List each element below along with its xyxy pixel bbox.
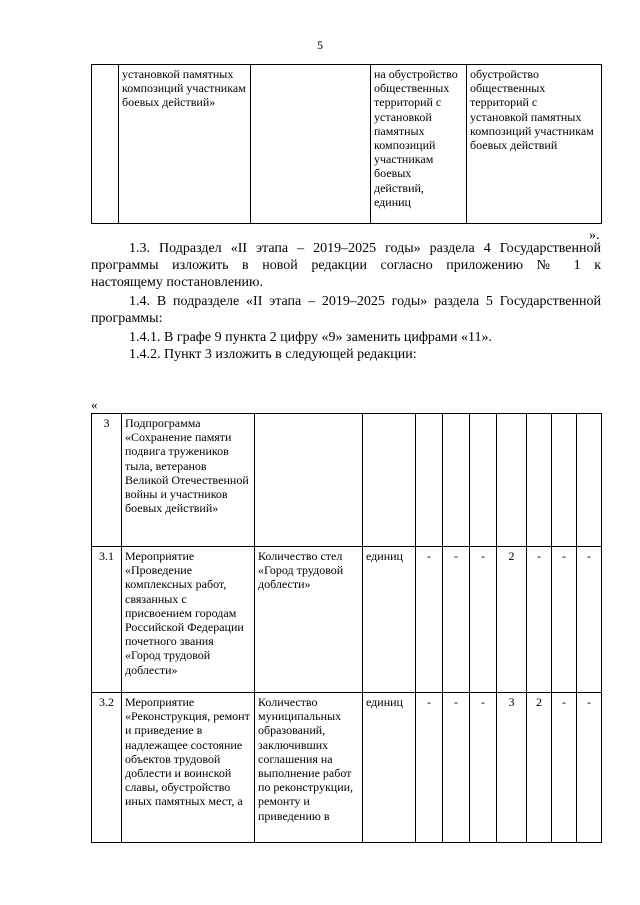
table-cell bbox=[92, 65, 119, 224]
value-cell: - bbox=[443, 547, 470, 693]
table-row bbox=[92, 414, 602, 547]
row-name: Мероприятие «Проведение комплексных работ, связанных с присвоением городам Российской Федерации почетного звания «Город трудовой доблести» bbox=[122, 547, 255, 693]
text-line: программы изложить в новой редакции согласно приложению № 1 к bbox=[91, 258, 601, 273]
value-cell: 2 bbox=[497, 547, 527, 693]
value-cell: - bbox=[527, 547, 552, 693]
value-cell: - bbox=[577, 547, 602, 693]
value-cell bbox=[416, 414, 443, 547]
value-cell: - bbox=[577, 693, 602, 843]
value-cell bbox=[552, 414, 577, 547]
opening-quote: « bbox=[91, 397, 98, 412]
row-number: 3.2 bbox=[92, 693, 122, 843]
row-unit bbox=[363, 414, 416, 547]
paragraph-1-3 bbox=[91, 240, 601, 291]
value-cell: - bbox=[443, 693, 470, 843]
table-cell: на обустройство общественных территорий с установкой памятных композиций участникам боевых действий, единиц bbox=[371, 65, 467, 224]
value-cell bbox=[577, 414, 602, 547]
value-cell bbox=[497, 414, 527, 547]
text-line: 1.4. В подразделе «II этапа – 2019–2025 годы» раздела 5 Государственной bbox=[129, 294, 601, 309]
text-line: 1.4.2. Пункт 3 изложить в следующей редакции: bbox=[129, 347, 417, 362]
text-line: программы: bbox=[91, 311, 163, 326]
value-cell bbox=[443, 414, 470, 547]
program-table bbox=[91, 413, 602, 843]
paragraph-1-4-2 bbox=[91, 346, 601, 363]
table-row bbox=[92, 693, 602, 843]
continued-table bbox=[91, 64, 602, 224]
value-cell: - bbox=[416, 693, 443, 843]
table-cell: обустройство общественных территорий с установкой памятных композиций участникам боевых действий bbox=[467, 65, 602, 224]
value-cell: 3 bbox=[497, 693, 527, 843]
row-indicator: Количество муниципальных образований, заключивших соглашения на выполнение работ по реконструкции, ремонту и приведению в bbox=[255, 693, 363, 843]
table-cell: установкой памятных композиций участникам боевых действий» bbox=[119, 65, 251, 224]
value-cell: 2 bbox=[527, 693, 552, 843]
value-cell bbox=[527, 414, 552, 547]
row-number: 3.1 bbox=[92, 547, 122, 693]
row-unit: единиц bbox=[363, 547, 416, 693]
text-line: 1.4.1. В графе 9 пункта 2 цифру «9» заменить цифрами «11». bbox=[129, 330, 492, 345]
row-name: Мероприятие «Реконструкция, ремонт и приведение в надлежащее состояние объектов трудовой доблести и воинской славы, обустройство иных памятных мест, а bbox=[122, 693, 255, 843]
value-cell: - bbox=[470, 693, 497, 843]
closing-quote: ». bbox=[589, 228, 600, 243]
page-number: 5 bbox=[317, 38, 323, 52]
table-row bbox=[92, 547, 602, 693]
value-cell bbox=[470, 414, 497, 547]
paragraph-1-4-1 bbox=[91, 329, 601, 346]
row-indicator bbox=[255, 414, 363, 547]
paragraph-1-4 bbox=[91, 293, 601, 327]
value-cell: - bbox=[552, 693, 577, 843]
text-line: настоящему постановлению. bbox=[91, 275, 263, 290]
table-cell bbox=[251, 65, 371, 224]
row-indicator: Количество стел «Город трудовой доблести» bbox=[255, 547, 363, 693]
value-cell: - bbox=[470, 547, 497, 693]
row-name: Подпрограмма «Сохранение памяти подвига тружеников тыла, ветеранов Великой Отечественной войны и участников боевых действий» bbox=[122, 414, 255, 547]
table-row bbox=[92, 65, 602, 224]
text-line: 1.3. Подраздел «II этапа – 2019–2025 годы» раздела 4 Государственной bbox=[129, 241, 601, 256]
row-unit: единиц bbox=[363, 693, 416, 843]
row-number: 3 bbox=[92, 414, 122, 547]
value-cell: - bbox=[552, 547, 577, 693]
value-cell: - bbox=[416, 547, 443, 693]
